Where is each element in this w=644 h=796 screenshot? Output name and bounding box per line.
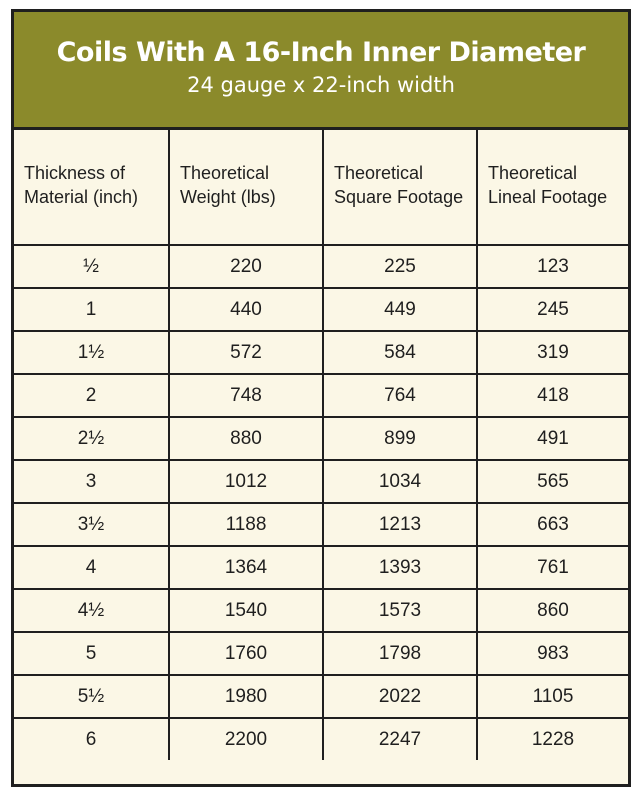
cell-weight: 2200 [169, 718, 323, 760]
cell-square-footage: 449 [323, 288, 477, 331]
cell-lineal-footage: 860 [477, 589, 628, 632]
table-row [14, 374, 628, 417]
coil-data-table [14, 130, 628, 760]
cell-square-footage: 584 [323, 331, 477, 374]
column-header-line: Thickness of [24, 163, 126, 183]
cell-lineal-footage: 245 [477, 288, 628, 331]
cell-weight: 1012 [169, 460, 323, 503]
cell-thickness: 3½ [14, 503, 169, 546]
cell-weight: 1364 [169, 546, 323, 589]
column-header-weight [169, 130, 323, 245]
cell-lineal-footage: 983 [477, 632, 628, 675]
cell-lineal-footage: 418 [477, 374, 628, 417]
column-header-line: Weight (lbs) [180, 187, 276, 207]
cell-thickness: ½ [14, 245, 169, 288]
cell-weight: 1188 [169, 503, 323, 546]
table-row [14, 417, 628, 460]
cell-thickness: 5 [14, 632, 169, 675]
table-body [14, 245, 628, 760]
title-band [14, 12, 628, 130]
cell-thickness: 2 [14, 374, 169, 417]
cell-lineal-footage: 491 [477, 417, 628, 460]
table-row [14, 589, 628, 632]
cell-thickness: 4 [14, 546, 169, 589]
table-row [14, 288, 628, 331]
cell-square-footage: 764 [323, 374, 477, 417]
cell-thickness: 3 [14, 460, 169, 503]
table-subtitle: 24 gauge x 22-inch width [187, 73, 455, 97]
column-header-line: Theoretical [488, 163, 578, 183]
table-row [14, 503, 628, 546]
coil-table-frame [11, 9, 631, 787]
cell-lineal-footage: 1228 [477, 718, 628, 760]
cell-weight: 440 [169, 288, 323, 331]
column-header-line: Square Footage [334, 187, 464, 207]
column-header-line: Lineal Footage [488, 187, 608, 207]
table-row [14, 331, 628, 374]
cell-thickness: 5½ [14, 675, 169, 718]
cell-weight: 1980 [169, 675, 323, 718]
column-header-line: Theoretical [180, 163, 270, 183]
cell-thickness: 4½ [14, 589, 169, 632]
column-header-lineal-footage [477, 130, 628, 245]
column-header-line: Material (inch) [24, 187, 139, 207]
cell-lineal-footage: 663 [477, 503, 628, 546]
cell-weight: 1760 [169, 632, 323, 675]
cell-square-footage: 1798 [323, 632, 477, 675]
cell-weight: 748 [169, 374, 323, 417]
cell-weight: 1540 [169, 589, 323, 632]
cell-thickness: 1½ [14, 331, 169, 374]
cell-square-footage: 2247 [323, 718, 477, 760]
cell-lineal-footage: 123 [477, 245, 628, 288]
cell-lineal-footage: 565 [477, 460, 628, 503]
cell-thickness: 1 [14, 288, 169, 331]
cell-square-footage: 225 [323, 245, 477, 288]
cell-thickness: 2½ [14, 417, 169, 460]
cell-lineal-footage: 761 [477, 546, 628, 589]
cell-weight: 880 [169, 417, 323, 460]
cell-thickness: 6 [14, 718, 169, 760]
table-row [14, 546, 628, 589]
table-row [14, 460, 628, 503]
table-row [14, 245, 628, 288]
table-row [14, 632, 628, 675]
table-row [14, 675, 628, 718]
header-row [14, 130, 628, 245]
column-header-square-footage [323, 130, 477, 245]
cell-square-footage: 1034 [323, 460, 477, 503]
cell-square-footage: 899 [323, 417, 477, 460]
cell-weight: 572 [169, 331, 323, 374]
cell-weight: 220 [169, 245, 323, 288]
column-header-line: Theoretical [334, 163, 424, 183]
table-row [14, 718, 628, 760]
cell-square-footage: 1393 [323, 546, 477, 589]
cell-square-footage: 1213 [323, 503, 477, 546]
cell-square-footage: 1573 [323, 589, 477, 632]
column-header-thickness [14, 130, 169, 245]
table-title: Coils With A 16-Inch Inner Diameter [56, 37, 586, 68]
cell-square-footage: 2022 [323, 675, 477, 718]
cell-lineal-footage: 319 [477, 331, 628, 374]
cell-lineal-footage: 1105 [477, 675, 628, 718]
